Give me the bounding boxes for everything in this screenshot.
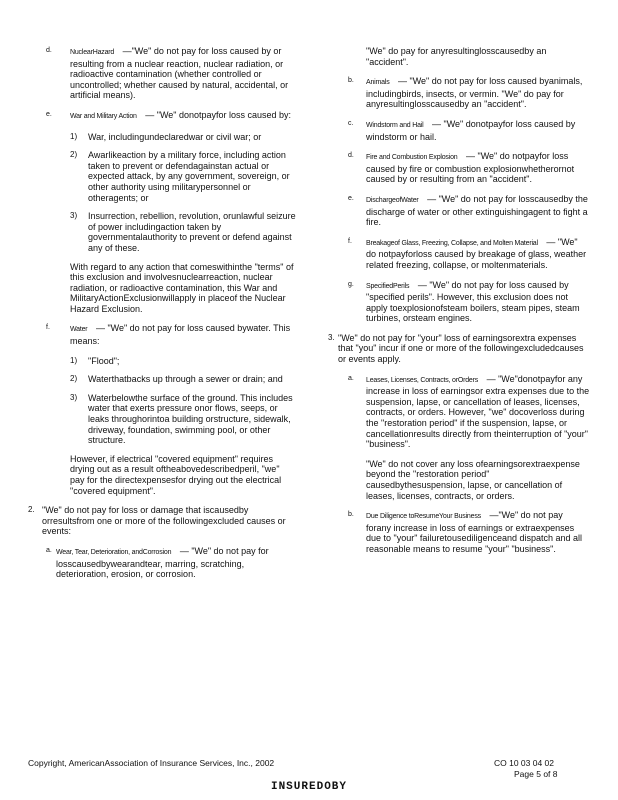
- exclusion-a-wear-tear: [28, 546, 296, 580]
- form-number: CO 10 03 04 02: [494, 758, 555, 768]
- item-text: "We" do pay for anyresultinglosscausedby an "accident".: [366, 46, 547, 67]
- item-title: NuclearHazard: [70, 49, 115, 56]
- page-label: Page: [514, 769, 534, 779]
- item-label: g.: [348, 280, 354, 288]
- section-3: [328, 333, 590, 365]
- exclusion-d-fire: [328, 151, 590, 185]
- item-label: a.: [46, 546, 52, 554]
- sub-text: War, includingundeclaredwar or civil war; or: [88, 131, 262, 142]
- item-title: Leases, Licenses, Contracts, orOrders: [366, 376, 479, 384]
- exclusion-e-discharge: [328, 194, 590, 228]
- closing-paragraph: However, if electrical "covered equipment" requires drying out as a result oftheabovedescribedperil, "we" pay for the directexpensesfor drying out the electrical "covered equipment".: [70, 453, 282, 496]
- exclusion-f-breakage: [328, 237, 590, 271]
- page-number: 5 of 8: [536, 769, 558, 779]
- sub-label: 3): [70, 392, 78, 402]
- exclusion-c-windstorm: [328, 119, 590, 142]
- exclusion-a-leases: [328, 374, 590, 502]
- item-label: e.: [348, 194, 354, 202]
- exclusion-b-animals: [328, 76, 590, 110]
- item-label: c.: [348, 119, 354, 127]
- exclusion-d-nuclear-hazard: [28, 46, 296, 101]
- sub-label: 3): [70, 211, 78, 221]
- page-indicator: [514, 769, 558, 780]
- item-text: — "We" do not pay for loss caused by "specified perils". However, this exclusion does not apply toexplosionofsteam boilers, steam pipes, steam turbines, orsteam engines.: [366, 279, 580, 324]
- item-text: — "We" donotpayfor loss caused by windstorm or hail.: [366, 118, 576, 142]
- exclusion-g-specified-perils: [328, 280, 590, 324]
- item-text: — "We" donotpayfor loss caused by:: [145, 109, 292, 120]
- sub-text: Awarlikeaction by a military force, including action taken to prevent or defendagainstan actual or expected attack, by any government, sovereign, or other authority using militarypersonnel or otheragents; or: [88, 150, 290, 203]
- exclusion-b-due-diligence: [328, 510, 590, 554]
- sub-text: "Flood";: [88, 355, 120, 366]
- copyright-notice: Copyright, AmericanAssociation of Insurance Services, Inc., 2002: [28, 758, 275, 768]
- closing-paragraph: With regard to any action that comeswithinthe "terms" of this exclusion and involvesnuclearreaction, nuclear radiation, or radioactive contamination, this War and MilitaryActionExclusionwillapply in placeof the Nuclear Hazard Exclusion.: [70, 261, 294, 314]
- item-label: d.: [348, 152, 354, 160]
- closing-paragraph: "We" do not cover any loss ofearningsorextraexpense beyond the "restoration period" causedbythesuspension, lapse, or cancellation of leases, licenses, contracts, or orders.: [366, 458, 580, 501]
- item-label: f.: [46, 324, 50, 332]
- item-label: d.: [46, 47, 52, 54]
- continued-text: [328, 46, 590, 67]
- item-title: Due Diligence toResumeYour Business: [366, 513, 481, 521]
- sub-label: 1): [70, 131, 78, 141]
- section-2: [28, 505, 296, 537]
- section-text: "We" do not pay for loss or damage that iscausedby orresultsfrom one or more of the followingexcluded causes or events:: [42, 505, 286, 537]
- item-title: Animals: [366, 79, 390, 87]
- sub-item: [70, 393, 296, 446]
- sub-item: [70, 356, 296, 367]
- section-label: 3.: [328, 332, 335, 342]
- item-label: f.: [348, 237, 352, 245]
- item-text: — "We" do not pay for loss caused bywater. This means:: [70, 323, 291, 347]
- item-label: a.: [348, 374, 354, 382]
- item-text: — "We" do not pay for loss caused byanimals, includingbirds, insects, or vermin. "We" do pay for anyresultinglosscausedby an "accident".: [366, 76, 583, 110]
- sub-item: [70, 150, 296, 203]
- item-title: Fire and Combustion Explosion: [366, 154, 458, 162]
- sub-text: Insurrection, rebellion, revolution, orunlawful seizure of power includingaction taken by governmentalauthority to prevent or defend against any of these.: [88, 211, 296, 253]
- sub-label: 2): [70, 150, 78, 160]
- item-text: — "We" do not pay for losscausedbywearandtear, marring, scratching, deterioration, erosion, or corrosion.: [56, 545, 269, 580]
- item-title: Windstorm and Hail: [366, 121, 424, 129]
- item-title: Water: [70, 326, 88, 334]
- item-text: —"We" do not pay forany increase in loss of earnings or extraexpenses due to "your" failuretousediligenceand dispatch and all reasonable means to resume "your" "business".: [366, 510, 583, 554]
- left-column: [28, 46, 296, 589]
- watermark-text: INSUREDOBY: [270, 781, 347, 793]
- sub-item: [70, 374, 296, 385]
- item-text: — "We" do not pay for losscausedby the discharge of water or other extinguishingagent to fight a fire.: [366, 193, 588, 228]
- item-label: b.: [348, 77, 354, 85]
- item-title: Wear, Tear, Deterioration, andCorrosion: [56, 548, 172, 556]
- item-text: — "We"donotpayfor any increase in loss of earningsor extra expenses due to the suspension, lapse, or cancellation of leases, licenses, contracts, or orders. However, "we" docoverloss during the "restoration period" if the suspension, lapse, or cancellationresults directly from theinterruption of "your" "business".: [366, 373, 590, 450]
- section-label: 2.: [28, 505, 35, 515]
- section-text: "We" do not pay for "your" loss of earningsorextra expenses that "you" incur if one or more of the followingexcludedcauses or events apply.: [338, 332, 584, 365]
- sub-item: [70, 211, 296, 253]
- item-title: Breakageof Glass, Freezing, Collapse, and Molten Material: [366, 239, 538, 247]
- sub-item: [70, 132, 296, 143]
- item-title: War and Military Action: [70, 112, 137, 120]
- item-text: — "We" do notpayfor loss caused by fire or combustion explosionwhetherornot caused by or resulting from an "accident".: [366, 151, 575, 185]
- item-title: SpecifiedPerils: [366, 282, 410, 290]
- item-title: DischargeofWater: [366, 196, 419, 204]
- right-column: [328, 46, 590, 564]
- exclusion-e-war: [28, 110, 296, 315]
- item-text: — "We" do notpayforloss caused by breakage of glass, weather related freezing, collapse, or moltenmaterials.: [366, 236, 587, 270]
- exclusion-f-water: [28, 323, 296, 496]
- sub-text: Waterbelowthe surface of the ground. This includes water that exerts pressure onor flows, seeps, or leaks throughorintoa building orstructure, sidewalk, driveway, foundation, swimming pool, or other structure.: [88, 392, 293, 446]
- item-text: —"We" do not pay for loss caused by or resulting from a nuclear reaction, nuclear radiation, or radioactive contamination (whether controlled or uncontrolled; whether caused by natural, accidental, or artificial means).: [70, 46, 289, 101]
- sub-label: 1): [70, 355, 78, 365]
- item-label: b.: [348, 511, 354, 519]
- item-label: e.: [46, 110, 52, 118]
- sub-text: Waterthatbacks up through a sewer or drain; and: [88, 374, 283, 385]
- sub-label: 2): [70, 374, 78, 384]
